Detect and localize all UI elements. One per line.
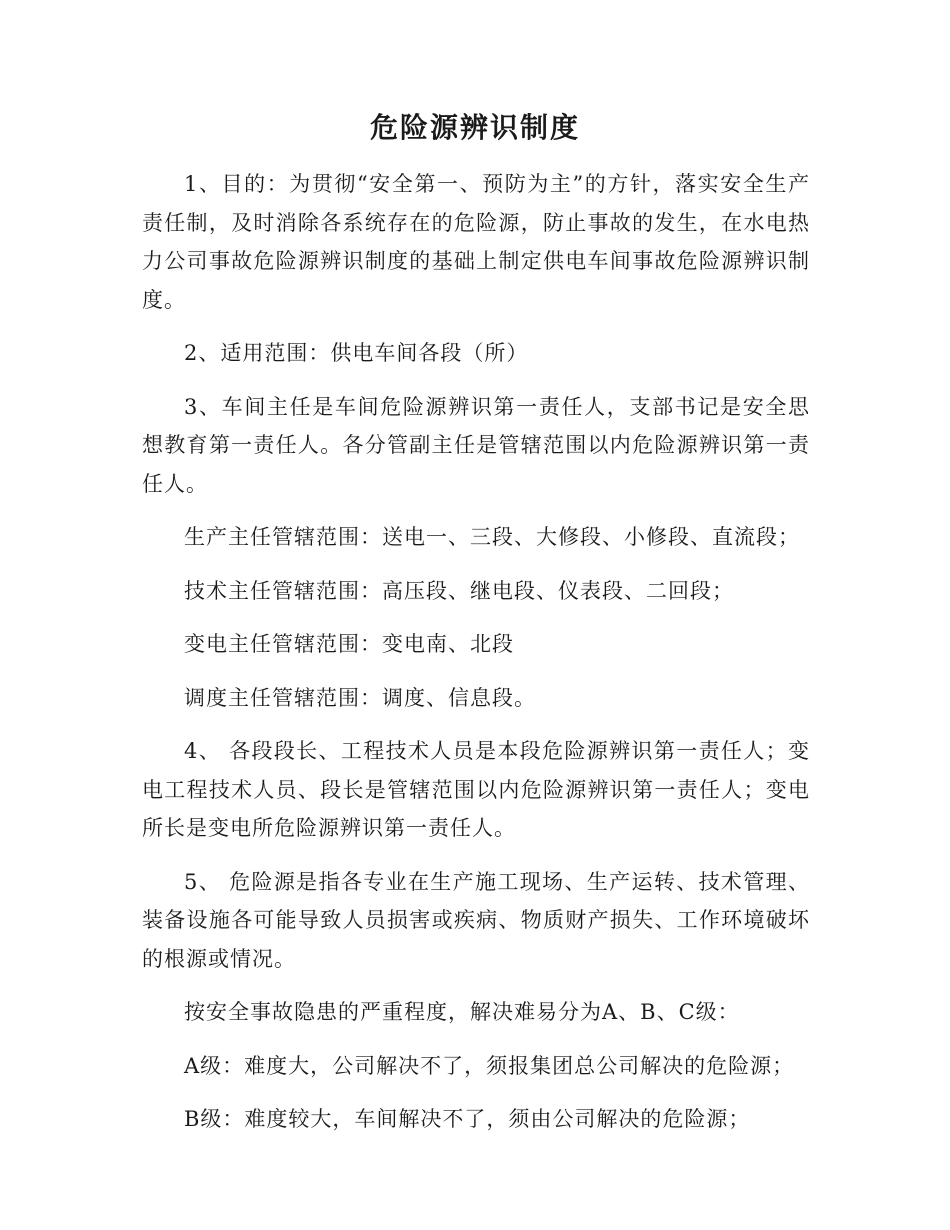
document-title: 危险源辨识制度 — [369, 111, 580, 144]
paragraph-grade-intro: 按安全事故隐患的严重程度，解决难易分为A、B、C级： — [184, 1000, 740, 1024]
paragraph-grade-b: B级：难度较大，车间解决不了，须由公司解决的危险源； — [184, 1107, 751, 1131]
paragraph-purpose: 1、目的：为贯彻“安全第一、预防为主”的方针，落实安全生产责任制，及时消除各系统存在的危险源，防止事故的发生，在水电热力公司事故危险源辨识制度的基础上制定供电车间事故危险源辨识制度。 — [142, 172, 810, 312]
paragraph-scope: 2、适用范围：供电车间各段（所） — [184, 341, 529, 365]
paragraph-section-leaders: 4、 各段段长、工程技术人员是本段危险源辨识第一责任人；变电工程技术人员、段长是管辖范围以内危险源辨识第一责任人；变电所长是变电所危险源辨识第一责任人。 — [142, 739, 810, 840]
paragraph-responsibility: 3、车间主任是车间危险源辨识第一责任人，支部书记是安全思想教育第一责任人。各分管副主任是管辖范围以内危险源辨识第一责任人。 — [142, 394, 810, 496]
paragraph-dispatch-scope: 调度主任管辖范围：调度、信息段。 — [184, 685, 536, 710]
document-body — [142, 165, 810, 1154]
paragraph-hazard-definition: 5、 危险源是指各专业在生产施工现场、生产运转、技术管理、装备设施各可能导致人员损害或疾病、物质财产损失、工作环境破坏的根源或情况。 — [142, 869, 810, 971]
paragraph-substation-scope: 变电主任管辖范围：变电南、北段 — [184, 632, 514, 656]
paragraph-production-scope: 生产主任管辖范围：送电一、三段、大修段、小修段、直流段； — [184, 525, 800, 549]
paragraph-technical-scope: 技术主任管辖范围：高压段、继电段、仪表段、二回段； — [184, 578, 734, 603]
paragraph-grade-a: A级：难度大，公司解决不了，须报集团总公司解决的危险源； — [184, 1053, 795, 1078]
